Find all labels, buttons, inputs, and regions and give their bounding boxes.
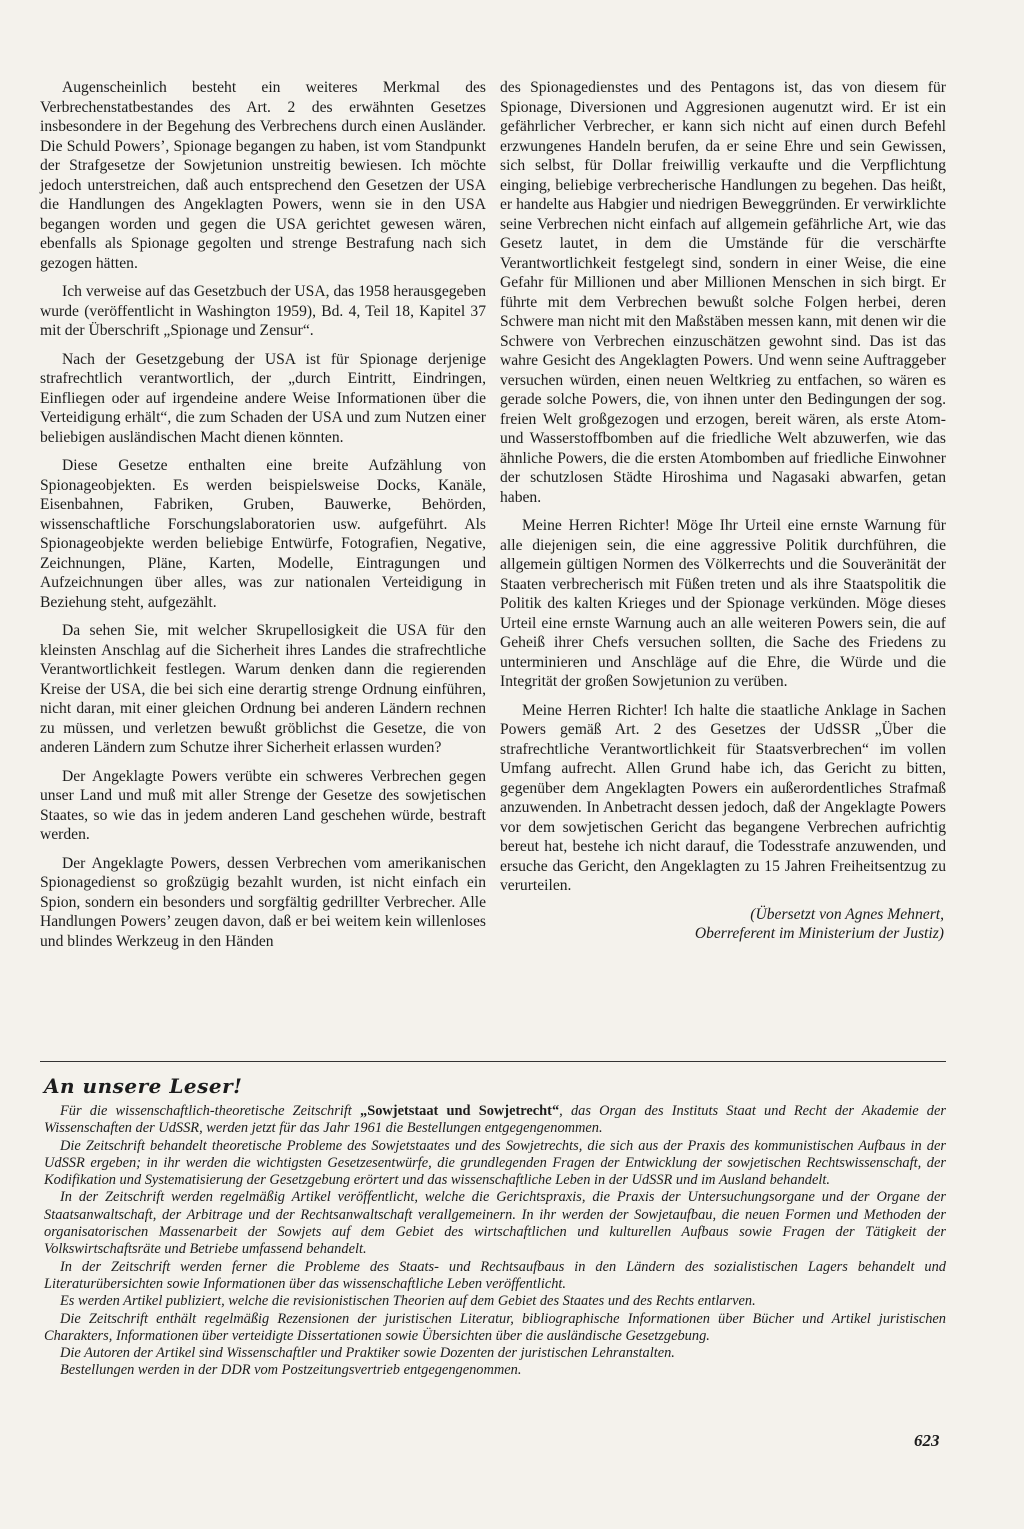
paragraph: Meine Herren Richter! Möge Ihr Urteil eine ernste Warnung für alle diejenigen sein, die eine aggressive Politik durchführen, die allgemein gültigen Normen des Völkerrechts und die Souveränität der Staaten verbrecherisch mit Füßen treten und als ihre Staatspolitik die Politik des kalten Krieges und der Spionage verkünden. Möge dieses Urteil eine ernste Warnung auch an alle weiteren Powers sein, die auf Geheiß ihrer Chefs versuchen sollten, die Sache des Friedens zu unterminieren und Anschläge auf die Ehre, die Würde und die Integrität der großen Sowjetunion zu verüben. (500, 517, 946, 690)
page-number: 623 (914, 1431, 940, 1450)
notice-paragraph: Die Zeitschrift enthält regelmäßig Rezensionen der juristischen Literatur, bibliographische Informationen über Bücher und Artikel juristischen Charakters, Informationen über verteidigte Dissertationen sowie Übersichten über die ausländische Gesetzgebung. (44, 1310, 946, 1344)
paragraph: Augenscheinlich besteht ein weiteres Merkmal des Verbrechenstatbestandes des Art. 2 des erwähnten Gesetzes insbesondere in der Begehung des Verbrechens durch einen Ausländer. Die Schuld Powers’, Spionage begangen zu haben, ist vom Standpunkt der Strafgesetze der Sowjetunion unstreitig bewiesen. Ich möchte jedoch unterstreichen, daß auch entsprechend den Gesetzen der USA die Handlungen des Angeklagten Powers, wenn sie in den USA begangen worden und gegen die USA gerichtet gewesen wären, ebenfalls als Spionage gegolten und strenge Bestrafung nach sich gezogen hätten. (40, 79, 486, 272)
translator-line: (Übersetzt von Agnes Mehnert, (750, 905, 944, 923)
notice-paragraph: Die Autoren der Artikel sind Wissenschaftler und Praktiker sowie Dozenten der juristischen Lehranstalten. (60, 1345, 675, 1362)
paragraph: des Spionagedienstes und des Pentagons ist, das von diesem für Spionage, Diversionen und Aggresionen augenutzt wird. Er ist ein gefährlicher Verbrecher, er kann sich nicht auf einen durch Befehl erzwungenes Handeln berufen, da er seine Ehre und sein Gewissen, sich selbst, für Dollar freiwillig verkaufte und die Verpflichtung einging, beliebige verbrecherische Handlungen zu begehen. Das heißt, er handelte aus Habgier und niedrigen Beweggründen. Er verwirklichte seine Verbrechen nicht einfach auf allgemein gefährliche Art, wie das Gesetz lautet, in dem die Umstände für die verschärfte Verantwortlichkeit festgelegt sind, sondern in einer Weise, die eine Gefahr für Millionen und aber Millionen Menschen in sich birgt. Er führte mit dem Verbrechen bewußt solche Folgen herbei, deren Schwere man nicht mit den Maßstäben messen kann, mit denen wir die Schwere von Verbrechen einzuschätzen gewohnt sind. Das ist das wahre Gesicht des Angeklagten Powers. Und wenn seine Auftraggeber versuchen würden, einen neuen Weltkrieg zu entfachen, so wären es gerade solche Powers, die, von ihnen unter den Bedingungen der sog. freien Welt großgezogen und erzogen, bereit wären, als erste Atom- und Wasserstoffbomben auf die friedliche Welt abzuwerfen, wie das ähnliche Powers, die die ersten Atombomben auf friedliche Einwohner der schutzlosen Städte Hiroshima und Nagasaki abwarfen, getan haben. (500, 79, 946, 506)
notice-paragraph: In der Zeitschrift werden regelmäßig Artikel veröffentlicht, welche die Gerichtspraxis, die Praxis der Untersuchungsorgane und der Organe der Staatsanwaltschaft, der Arbitrage und der Rechtsanwaltschaft verallgemeinern. In ihr werden der Sowjetaufbau, die neuen Formen und Methoden der organisatorischen Massenarbeit der Sowjets auf dem Gebiet des wirtschaftlichen und kulturellen Aufbaus sowie Fragen der Tätigkeit der Volkswirtschaftsräte und Betriebe umfassend behandelt. (44, 1189, 946, 1258)
notice-heading: An unsere Leser! (44, 1074, 243, 1098)
translator-credit (500, 905, 946, 944)
reader-notice (44, 1073, 946, 1380)
notice-text: Für die wissenschaftlich-theoretische Zeitschrift (60, 1103, 360, 1119)
notice-paragraph: Es werden Artikel publiziert, welche die revisionistischen Theorien auf dem Gebiet des Staates und des Rechts entlarven. (60, 1293, 756, 1310)
paragraph: Diese Gesetze enthalten eine breite Aufzählung von Spionageobjekten. Es werden beispielsweise Docks, Kanäle, Eisenbahnen, Fabriken, Gruben, Bauwerke, Behörden, wissenschaftliche Forschungslaboratorien usw. aufgeführt. Als Spionageobjekte werden beliebige Entwürfe, Fotografien, Negative, Zeichnungen, Pläne, Karten, Modelle, Eintragungen und Aufzeichnungen über alles, was zur nationalen Verteidigung in Beziehung steht, aufgezählt. (40, 457, 486, 611)
paragraph: Der Angeklagte Powers verübte ein schweres Verbrechen gegen unser Land und muß mit aller Strenge der Gesetze des sowjetischen Staates, so wie das in jedem anderen Land geschehen würde, bestraft werden. (40, 767, 486, 843)
section-divider (40, 1061, 946, 1062)
right-column (500, 78, 946, 960)
paragraph: Der Angeklagte Powers, dessen Verbrechen vom amerikanischen Spionagedienst so großzügig bezahlt wurden, ist nicht einfach ein Spion, sondern ein besonders und sorgfältig gedrillter Verbrecher. Alle Handlungen Powers’ zeugen davon, daß er bei weitem kein willenloses und blindes Werkzeug in den Händen (40, 854, 486, 950)
notice-paragraph: In der Zeitschrift werden ferner die Probleme des Staats- und Rechtsaufbaus in den Ländern des sozialistischen Lagers behandelt und Literaturübersichten sowie Informationen über das wissenschaftliche Leben veröffentlicht. (44, 1258, 946, 1292)
paragraph: Nach der Gesetzgebung der USA ist für Spionage derjenige strafrechtlich verantwortlich, der „durch Eintritt, Eindringen, Einfliegen oder auf irgendeine andere Weise Informationen über die Verteidigung erhält“, die zum Schaden der USA und zum Nutzen einer beliebigen ausländischen Macht dienen könnten. (40, 350, 486, 446)
article-columns (40, 78, 946, 960)
journal-title: „Sowjetstaat und Sowjetrecht“ (360, 1103, 560, 1119)
notice-paragraph: Die Zeitschrift behandelt theoretische Probleme des Sowjetstaates und des Sowjetrechts, die sich aus der Praxis des kommunistischen Aufbaus in der UdSSR ergeben; in ihr werden die wichtigsten Gesetzesentwürfe, die grundlegenden Fragen der Entwicklung der sowjetischen Rechtswissenschaft, der Kodifikation und Systematisierung der Gesetzgebung erörtert und das wissenschaftliche Leben in der UdSSR und im Ausland behandelt. (44, 1137, 946, 1189)
left-column (40, 78, 486, 960)
paragraph: Da sehen Sie, mit welcher Skrupellosigkeit die USA für den kleinsten Anschlag auf die Sicherheit ihres Landes die strafrechtliche Verantwortlichkeit festlegen. Warum denken dann die regierenden Kreise der USA, die bei sich eine derartig strenge Ordnung einführen, nicht daran, mit einer gleichen Ordnung bei anderen Ländern rechnen zu müssen, und verletzen bewußt gröblichst die Gesetze, die von anderen Ländern zum Schutze ihrer Sicherheit erlassen wurden? (40, 622, 486, 756)
translator-line: Oberreferent im Ministerium der Justiz) (694, 925, 944, 942)
notice-paragraph: Bestellungen werden in der DDR vom Postzeitungsvertrieb entgegengenommen. (60, 1362, 522, 1379)
paragraph: Ich verweise auf das Gesetzbuch der USA, das 1958 herausgegeben wurde (veröffentlicht in Washington 1959), Bd. 4, Teil 18, Kapitel 37 mit der Überschrift „Spionage und Zensur“. (40, 283, 486, 339)
notice-text: , das Organ des Instituts Staat und Recht der Akademie der Wissenschaften der UdSSR, werden jetzt für das Jahr 1961 die Bestellungen entgegengenommen. (44, 1103, 946, 1137)
notice-paragraph (44, 1103, 946, 1138)
paragraph: Meine Herren Richter! Ich halte die staatliche Anklage in Sachen Powers gemäß Art. 2 des Gesetzes der UdSSR „Über die strafrechtliche Verantwortlichkeit für Staatsverbrechen“ im vollen Umfang aufrecht. Allen Grund habe ich, das Gericht zu bitten, gegenüber dem Angeklagten Powers ein außerordentliches Strafmaß anzuwenden. In Anbetracht dessen jedoch, daß der Angeklagte Powers vor dem sowjetischen Gericht das begangene Verbrechen aufrichtig bereut hat, bestehe ich nicht darauf, die Todesstrafe anzuwenden, und ersuche das Gericht, den Angeklagten zu 15 Jahren Freiheitsentzug zu verurteilen. (500, 701, 946, 894)
